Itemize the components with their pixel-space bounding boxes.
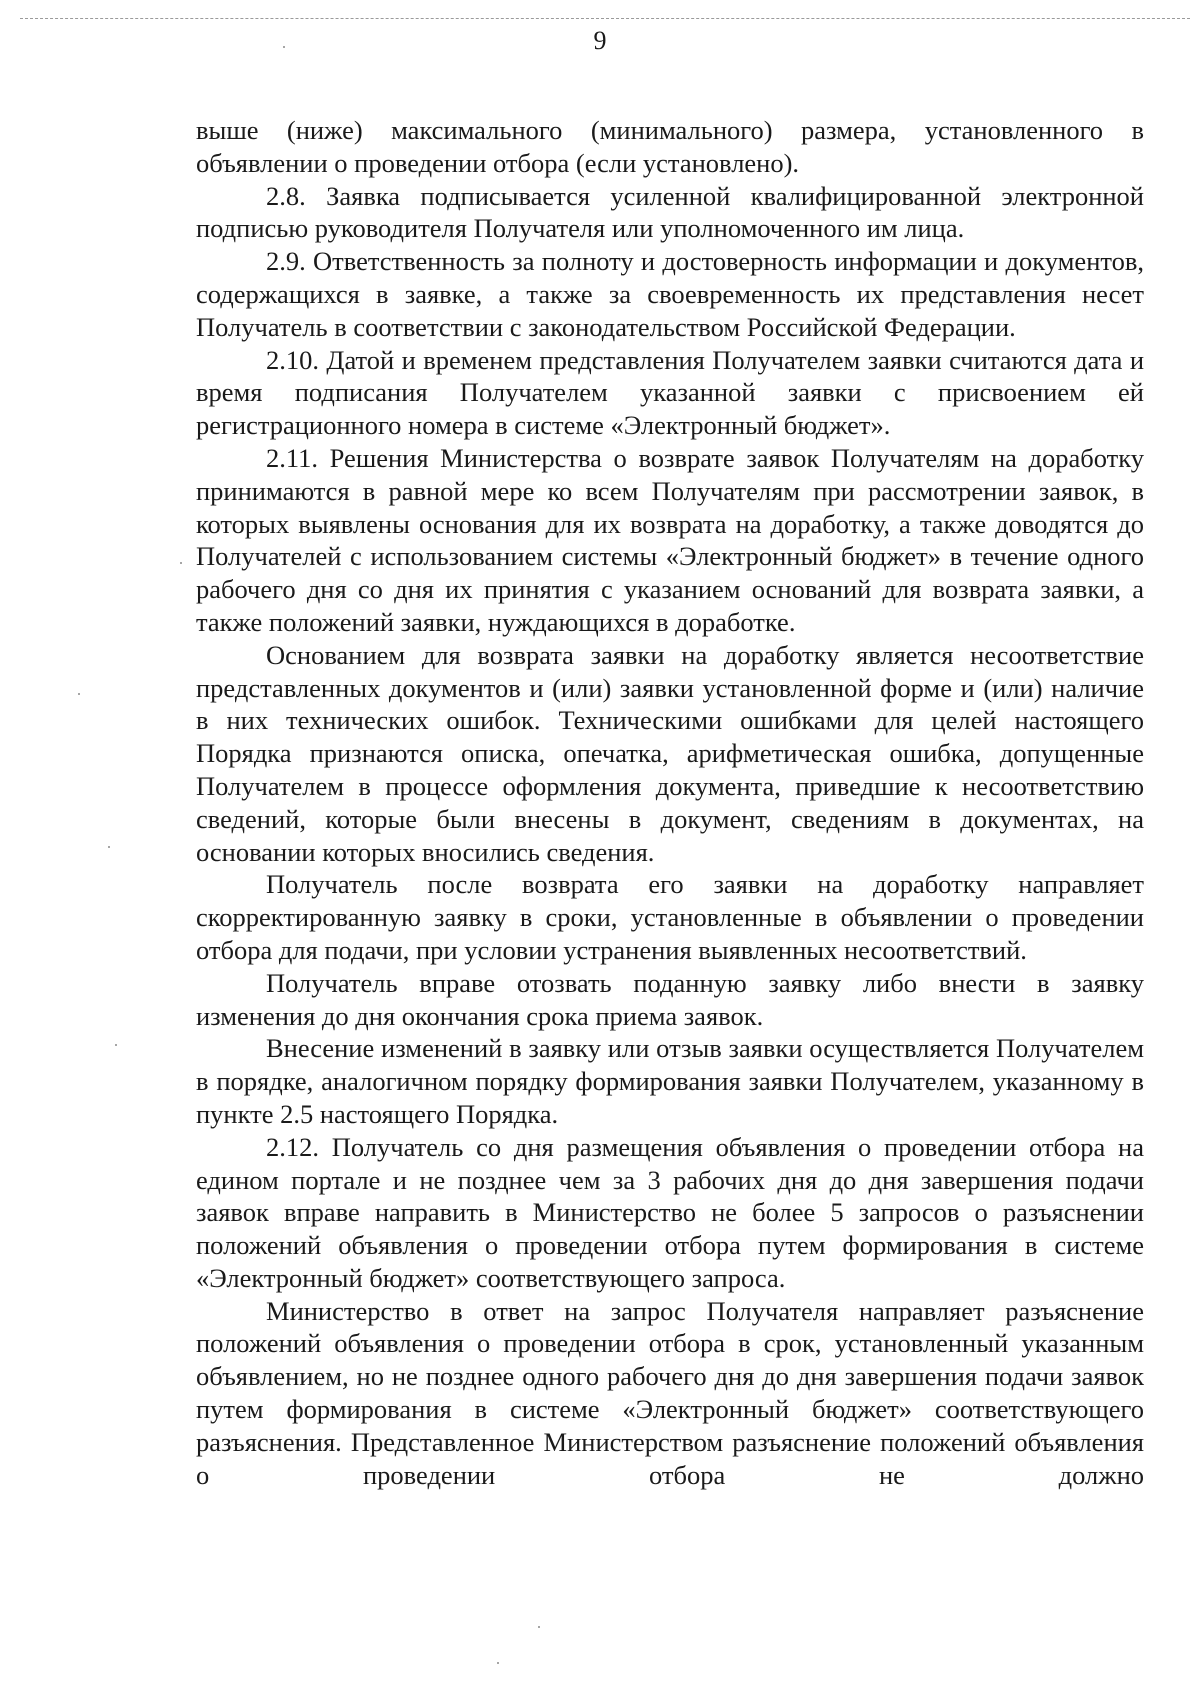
scan-edge-line xyxy=(20,18,1190,19)
scan-speck xyxy=(78,693,80,695)
scan-speck xyxy=(538,1626,540,1628)
paragraph-2-12: 2.12. Получатель со дня размещения объявления о проведении отбора на едином портале и не позднее чем за 3 рабочих дня до дня завершения подачи заявок вправе направить в Министерство не более 5 запросов о разъяснении положений объявления о проведении отбора путем формирования в системе «Электронный бюджет» соответствующего запроса. xyxy=(196,1131,1144,1293)
paragraph-2-9: 2.9. Ответственность за полноту и достоверность информации и документов, содержащихся в заявке, а также за своевременность их представления несет Получатель в соответствии с законодательством Российской Федерации. xyxy=(196,246,1144,342)
paragraph-continuation: выше (ниже) максимального (минимального) размера, установленного в объявлении о проведении отбора (если установлено). xyxy=(196,115,1144,178)
paragraph-2-11: 2.11. Решения Министерства о возврате заявок Получателям на доработку принимаются в равной мере ко всем Получателям при рассмотрении заявок, в которых выявлены основания для их возврата на доработку, а также доводятся до Получателей с использованием системы «Электронный бюджет» в течение одного рабочего дня со дня их принятия с указанием оснований для возврата заявки, а также положений заявки, нуждающихся в доработке. xyxy=(196,442,1144,637)
scan-speck xyxy=(115,1044,117,1046)
scan-speck xyxy=(180,562,182,564)
document-body xyxy=(196,114,1144,1491)
scan-speck xyxy=(108,846,110,848)
paragraph-withdrawal: Получатель вправе отозвать поданную заявку либо внести в заявку изменения до дня окончания срока приема заявок. xyxy=(196,967,1144,1031)
page-number: 9 xyxy=(593,26,607,55)
paragraph-2-8: 2.8. Заявка подписывается усиленной квалифицированной электронной подписью руководителя Получателя или уполномоченного им лица. xyxy=(196,180,1144,244)
paragraph-ministry-response: Министерство в ответ на запрос Получателя направляет разъяснение положений объявления о проведении отбора в срок, установленный указанным объявлением, но не позднее одного рабочего дня до дня завершения подачи заявок путем формирования в системе «Электронный бюджет» соответствующего разъяснения. Представленное Министерством разъяснение положений объявления о проведении отбора не должно xyxy=(196,1295,1144,1490)
paragraph-changes: Внесение изменений в заявку или отзыв заявки осуществляется Получателем в порядке, аналогичном порядку формирования заявки Получателем, указанному в пункте 2.5 настоящего Порядка. xyxy=(196,1033,1144,1129)
scan-speck xyxy=(283,46,285,48)
scan-speck xyxy=(497,1662,499,1664)
paragraph-resubmission: Получатель после возврата его заявки на доработку направляет скорректированную заявку в сроки, установленные в объявлении о проведении отбора для подачи, при условии устранения выявленных несоответствий. xyxy=(196,869,1144,965)
paragraph-return-grounds: Основанием для возврата заявки на доработку является несоответствие представленных документов и (или) заявки установленной форме и (или) наличие в них технических ошибок. Техническими ошибками для целей настоящего Порядка признаются описка, опечатка, арифметическая ошибка, допущенные Получателем в процессе оформления документа, приведшие к несоответствию сведений, которые были внесены в документ, сведениям в документах, на основании которых вносились сведения. xyxy=(196,639,1144,867)
paragraph-2-10: 2.10. Датой и временем представления Получателем заявки считаются дата и время подписания Получателем указанной заявки с присвоением ей регистрационного номера в системе «Электронный бюджет». xyxy=(196,344,1144,441)
